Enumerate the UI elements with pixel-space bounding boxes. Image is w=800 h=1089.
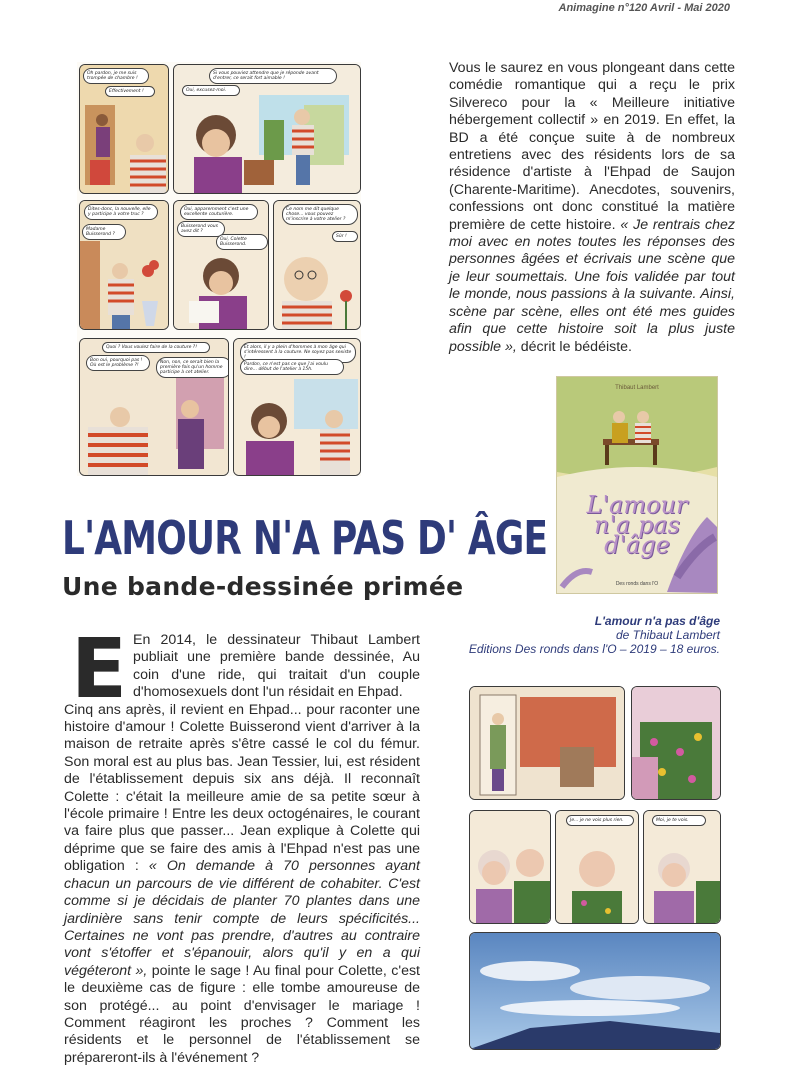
comic-panel-b6 xyxy=(469,932,721,1050)
panel-illustration xyxy=(80,65,168,193)
comic-panel-4 xyxy=(173,200,269,330)
comic-panel-b4 xyxy=(555,810,639,924)
issue-header: Animagine n°120 Avril - Mai 2020 xyxy=(558,2,730,14)
caption-author: de Thibaut Lambert xyxy=(615,628,720,642)
speech-bubble: Ce nom me dit quelque chose... vous pouvez m'inscrire à votre atelier ? xyxy=(282,204,358,225)
speech-bubble: Oui, excusez-moi. xyxy=(182,85,240,96)
panel-illustration xyxy=(80,201,168,329)
speech-bubble: Si vous pouviez attendre que je réponde avant d'entrer, ce serait fort aimable ! xyxy=(209,68,337,84)
quote: « Je rentrais chez moi avec en notes toutes les réponses des personnes âgées et écrivais une scène que je leur soumettais. Une fois validée par tout le monde, nous passions à la suivante. Ainsi, scène par scène, elles ont été mes guides afin que cette histoire soit la plus juste possible », xyxy=(449,216,735,355)
comic-page-top xyxy=(77,62,361,476)
paragraph-end: décrit le bédéiste. xyxy=(520,338,632,355)
cover-illustration xyxy=(557,377,717,593)
panel-illustration xyxy=(470,687,624,799)
caption-title: L'amour n'a pas d'âge xyxy=(594,614,720,628)
body-text-1: Cinq ans après, il revient en Ehpad... pour raconter une histoire d'amour ! Colette Buisserond vient d'arriver à la maison de retraite après s'être cassé le col du fémur. Son moral est au plus bas. Jean Tessier, lui, est résident de l'établissement depuis six ans déjà. Il reconnaît Colette : c'était la meilleure amie de sa petite sœur à l'école primaire ! Entre les deux octogénaires, le courant va faire plus que passer... Jean explique à Colette qui déprime que se faire des amis à l'Ehpad n'est pas une obligation : xyxy=(64,701,420,875)
speech-bubble: Madame Buisserond ? xyxy=(82,224,126,240)
comic-panel-b2 xyxy=(631,686,721,800)
book-author: Thibaut Lambert xyxy=(615,385,659,391)
comic-panel-b1 xyxy=(469,686,625,800)
speech-bubble: Moi, je te vois. xyxy=(652,815,706,826)
speech-bubble: Dites-donc, la nouvelle, elle y participe à votre truc ? xyxy=(84,204,158,220)
speech-bubble: Oui, apparemment c'est une excellente couturière. xyxy=(180,204,258,220)
book-title xyxy=(557,491,717,559)
comic-panel-7 xyxy=(233,338,361,476)
panel-illustration xyxy=(644,811,720,923)
paragraph: Vous le saurez en vous plongeant dans cette comédie romantique qui a reçu le prix Silvereco pour la « Meilleure initiative hébergement collectif » en 2019. En effet, la BD a été conçue suite à de nombreux entretiens avec des résidents lors de sa résidence d'artiste à l'Ehpad de Saujon (Charente-Maritime). Anecdotes, souvenirs, confessions ont donc constitué la matière première de cette histoire. xyxy=(449,60,735,233)
article-headline: L'AMOUR N'A PAS D' ÂGE xyxy=(62,511,548,565)
drop-cap: E xyxy=(71,622,128,717)
panel-illustration xyxy=(632,687,720,799)
speech-bubble: Pardon, ce n'est pas ce que j'ai voulu dire... début de l'atelier à 15h. xyxy=(240,359,344,375)
speech-bubble: Et alors, il y a plein d'hommes à mon âge qui s'intéressent à la couture. Ne soyez pas sexiste ! xyxy=(240,342,356,363)
book-title-line: n'a pas xyxy=(594,511,680,539)
speech-bubble: Quoi ? Vous voulez faire de la couture ?! xyxy=(102,342,210,353)
speech-bubble: Oui, Colette Buisserond. xyxy=(216,234,268,250)
body-quote: « On demande à 70 personnes ayant chacun un parcours de vie différent de cohabiter. C'est comme si je décidais de planter 70 plantes dans une jardinière sans tenir compte de leurs spécificités... Certaines ne vont pas prendre, d'autres au contraire vont s'étoffer et s'épanouir, alors qu'il y en a qui végéteront », xyxy=(64,858,421,979)
speech-bubble: Effectivement ! xyxy=(105,86,155,97)
book-title-line: L'amour xyxy=(586,491,688,519)
article-body xyxy=(64,622,421,1067)
comic-panel-b3 xyxy=(469,810,551,924)
comic-panel-6 xyxy=(79,338,229,476)
book-caption xyxy=(440,614,720,656)
comic-panel-2 xyxy=(173,64,361,194)
speech-bubble: Sûr ! xyxy=(332,231,358,242)
speech-bubble: Je... je ne vois plus rien. xyxy=(566,815,634,826)
speech-bubble: Non, non, ce serait bien la première fois qu'un homme participe à cet atelier. xyxy=(156,357,229,378)
lead-paragraph: En 2014, le dessinateur Thibaut Lambert publiait une première bande dessinée, Au coin d'une ride, qui traitait d'un couple d'homosexuels dont l'un résidait en Ehpad. xyxy=(133,632,420,701)
comic-panel-1 xyxy=(79,64,169,194)
book-cover xyxy=(557,377,717,593)
comic-panel-b5 xyxy=(643,810,721,924)
panel-illustration xyxy=(470,933,720,1049)
caption-edition: Editions Des ronds dans l'O – 2019 – 18 euros. xyxy=(468,642,720,656)
article-subhead: Une bande-dessinée primée xyxy=(62,572,464,601)
comic-page-bottom xyxy=(467,684,722,1050)
body-paragraph xyxy=(64,702,420,1068)
speech-bubble: Oh pardon, je me suis trompée de chambre ! xyxy=(83,68,149,84)
speech-bubble: Buisserond vous avez dit ? xyxy=(177,221,225,237)
panel-illustration xyxy=(556,811,638,923)
book-title-line: d'âge xyxy=(604,531,670,559)
comic-panel-3 xyxy=(79,200,169,330)
panel-illustration xyxy=(470,811,550,923)
body-text-2: pointe le sage ! Au final pour Colette, c'est le deuxième cas de figure : elle tombe amoureuse de son protégé... au point d'envisager le mariage ! Comment réagiront les proches ? Comment les résidents et le personnel de l'établissement se prépareront-ils à l'événement ? xyxy=(64,962,420,1066)
right-column-text xyxy=(449,60,735,356)
book-publisher: Des ronds dans l'O xyxy=(615,581,659,587)
comic-panel-5 xyxy=(273,200,361,330)
speech-bubble: Bon oui, pourquoi pas ! Où est le problème ?! xyxy=(86,355,150,371)
